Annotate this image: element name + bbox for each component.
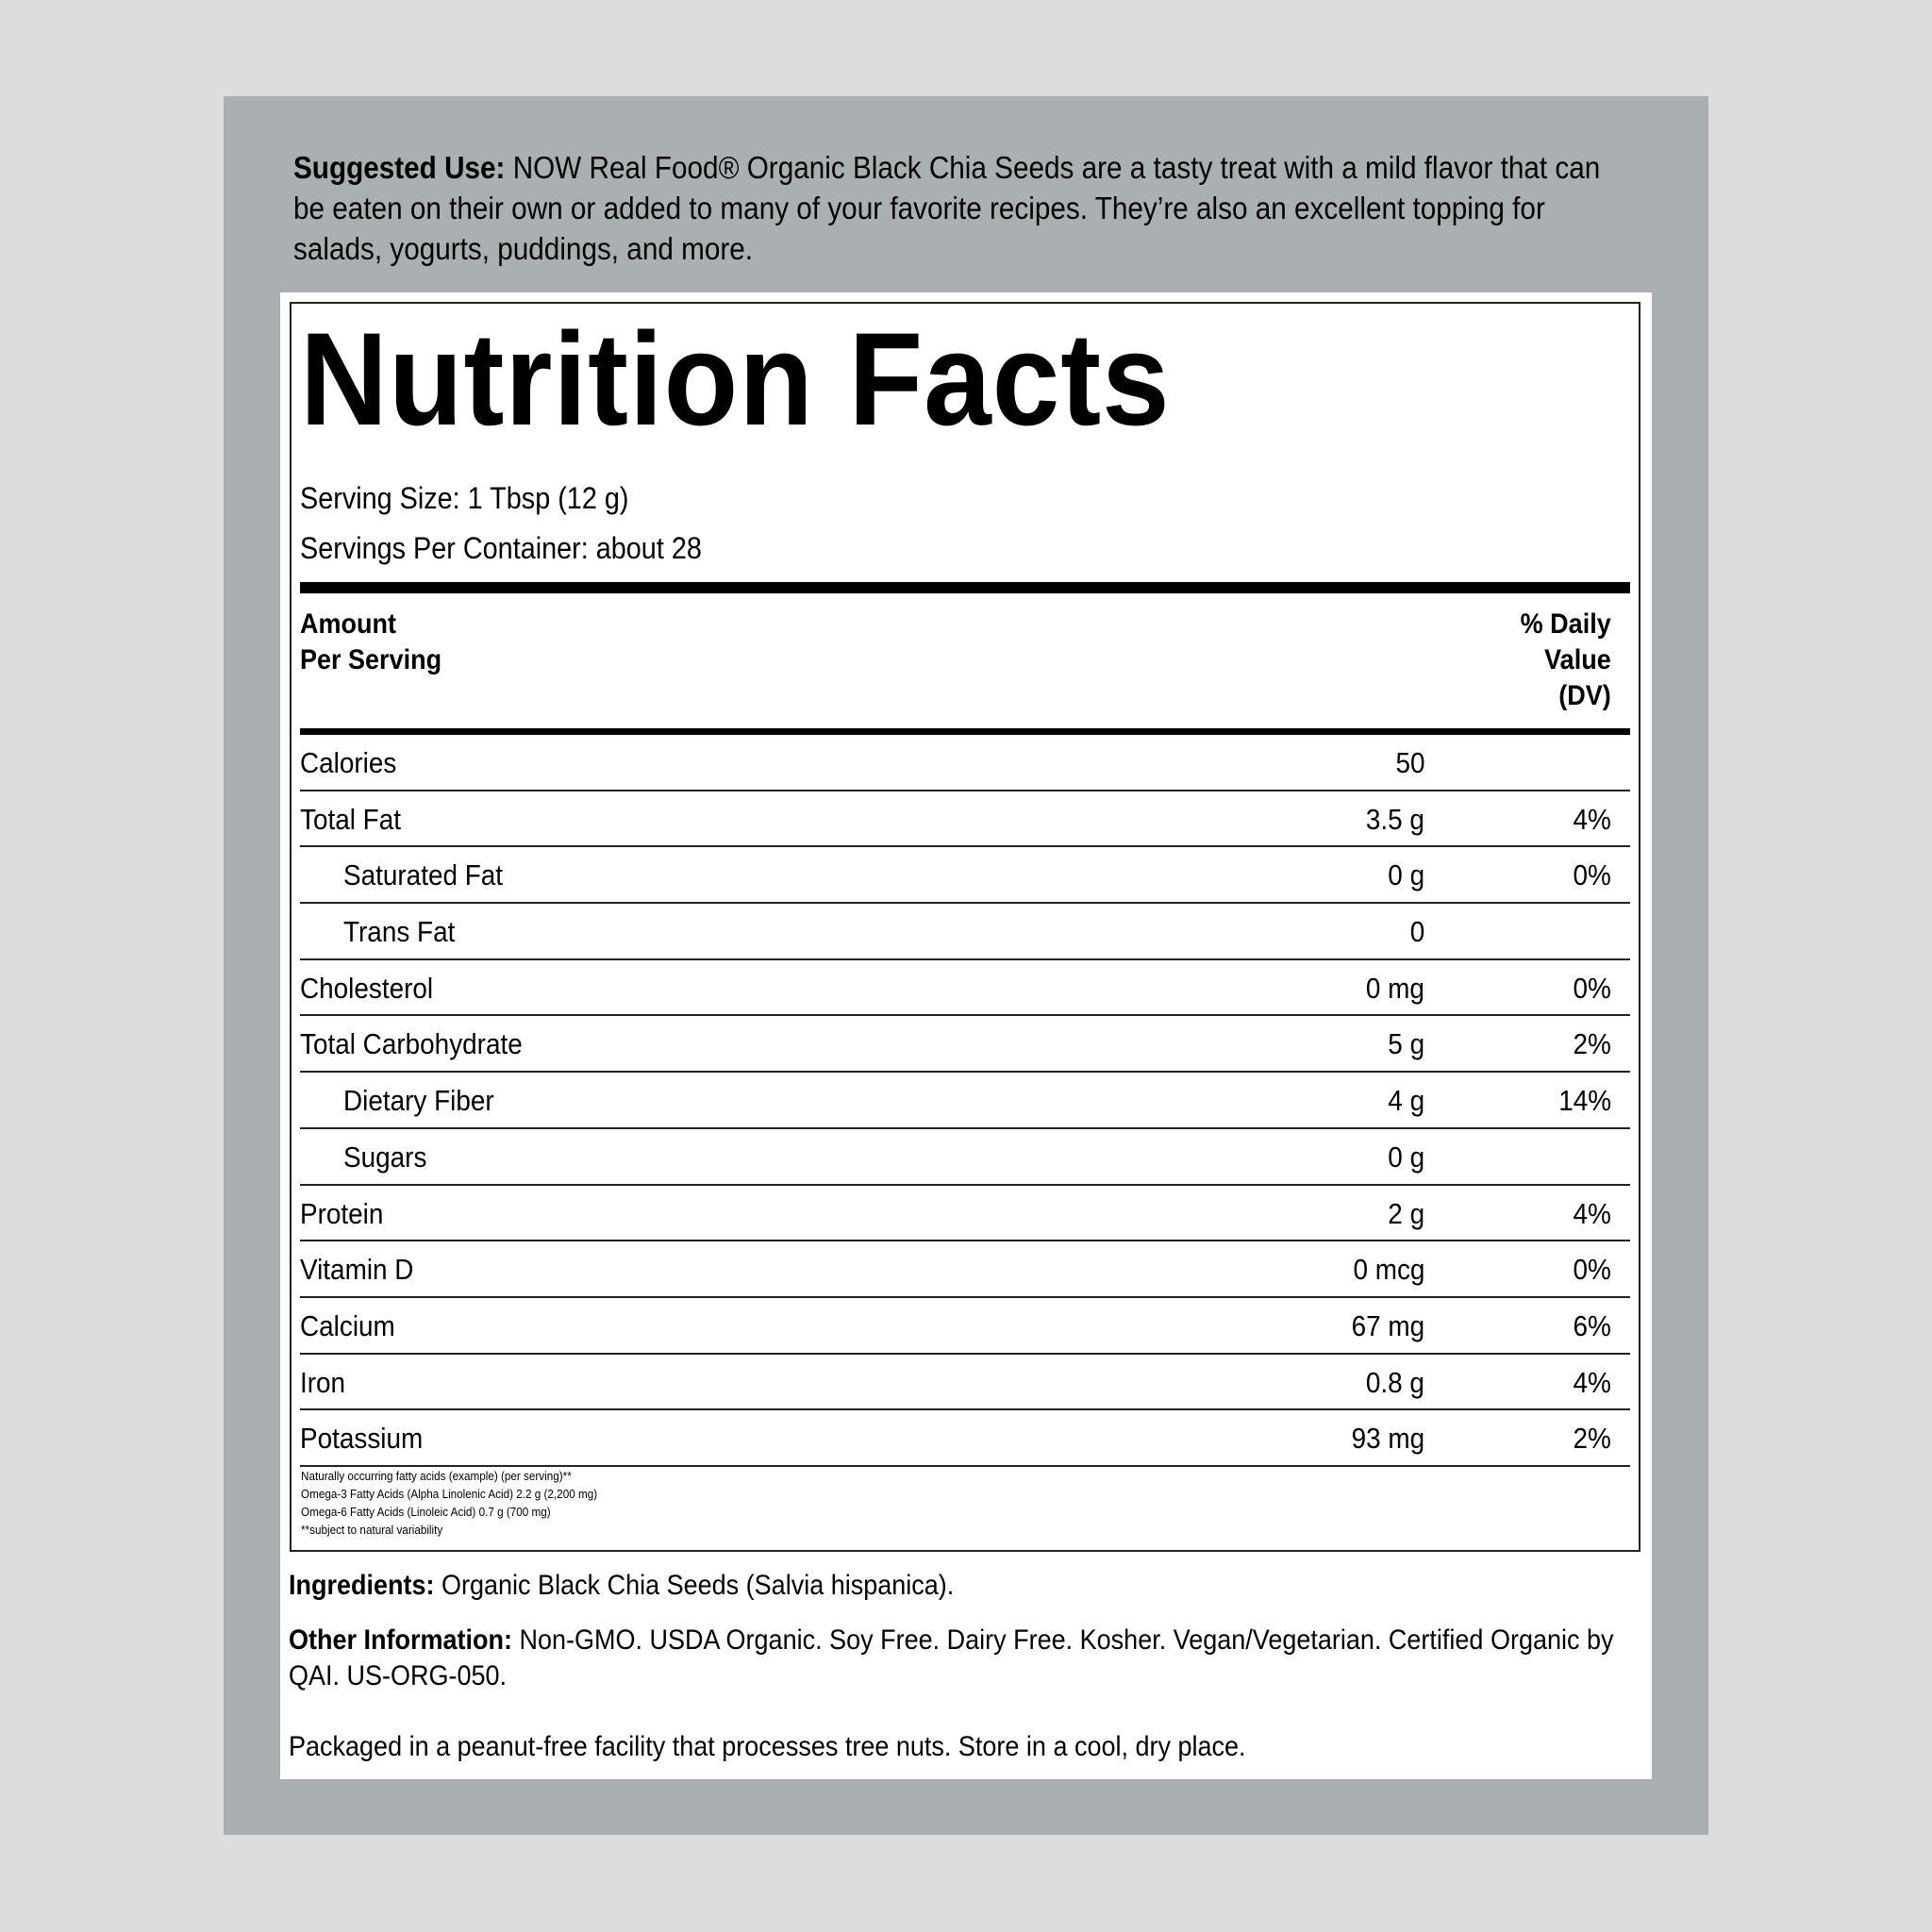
footnote-line: **subject to natural variability	[301, 1523, 443, 1537]
nutrient-dv: 4%	[1573, 1365, 1611, 1399]
nutrient-row	[300, 847, 1630, 904]
nutrient-row	[300, 735, 1630, 791]
dv-header-line1: % Daily	[1520, 608, 1611, 640]
nutrient-row	[300, 904, 1630, 960]
nutrient-amount: 3.5 g	[1365, 802, 1424, 836]
amount-header-line2: Per Serving	[300, 644, 442, 675]
nutrient-dv: 14%	[1558, 1084, 1611, 1118]
fatty-acid-footnotes	[301, 1467, 597, 1539]
nutrient-name: Trans Fat	[343, 915, 456, 949]
nutrient-row	[300, 960, 1630, 1017]
nutrient-name: Vitamin D	[300, 1253, 414, 1287]
nutrient-amount: 0 mcg	[1353, 1253, 1424, 1287]
nutrient-dv: 2%	[1573, 1027, 1611, 1061]
nutrient-amount: 0 mg	[1365, 971, 1424, 1005]
nutrient-dv: 4%	[1573, 802, 1611, 836]
nutrient-row	[300, 1129, 1630, 1186]
ingredients-label: Ingredients:	[289, 1570, 435, 1601]
nutrient-name: Total Fat	[300, 802, 402, 836]
dv-header-line2: Value	[1544, 644, 1611, 675]
nutrient-amount: 5 g	[1388, 1027, 1424, 1061]
nutrient-name: Calories	[300, 746, 397, 779]
ingredients-text: Organic Black Chia Seeds (Salvia hispanica).	[434, 1570, 955, 1601]
thick-divider-header	[300, 728, 1630, 735]
nutrient-dv: 4%	[1573, 1196, 1611, 1230]
nutrient-name: Potassium	[300, 1422, 424, 1456]
other-information-label: Other Information:	[289, 1624, 512, 1656]
nutrient-name: Dietary Fiber	[343, 1084, 494, 1118]
nutrient-dv: 0%	[1573, 971, 1611, 1005]
daily-value-header	[1521, 607, 1611, 714]
nutrient-name: Cholesterol	[300, 971, 434, 1005]
serving-size: Serving Size: 1 Tbsp (12 g)	[300, 481, 629, 515]
servings-per-container: Servings Per Container: about 28	[300, 531, 702, 565]
nutrient-amount: 0 g	[1388, 858, 1424, 892]
nutrient-amount: 93 mg	[1351, 1422, 1424, 1456]
nutrient-table	[300, 735, 1630, 1467]
nutrient-name: Calcium	[300, 1308, 395, 1342]
nutrient-row	[300, 1355, 1630, 1411]
nutrient-amount: 0 g	[1388, 1140, 1424, 1174]
nutrient-dv: 2%	[1573, 1422, 1611, 1456]
suggested-use	[293, 147, 1626, 269]
nutrient-name: Total Carbohydrate	[300, 1027, 523, 1061]
nutrient-name: Protein	[300, 1196, 384, 1230]
nutrition-facts-title: Nutrition Facts	[300, 305, 1171, 453]
ingredients	[289, 1568, 1647, 1604]
nutrient-row	[300, 1073, 1630, 1129]
footnote-line: Naturally occurring fatty acids (example) (per serving)**	[301, 1469, 572, 1483]
nutrient-amount: 0.8 g	[1365, 1365, 1424, 1399]
nutrient-amount: 4 g	[1388, 1084, 1424, 1118]
suggested-use-label: Suggested Use:	[293, 150, 506, 185]
nutrient-dv: 6%	[1573, 1308, 1611, 1342]
nutrient-row	[300, 1410, 1630, 1467]
nutrient-row	[300, 1016, 1630, 1073]
footnote-line: Omega-3 Fatty Acids (Alpha Linolenic Acid) 2.2 g (2,200 mg)	[301, 1487, 598, 1501]
nutrient-name: Sugars	[343, 1140, 427, 1174]
nutrient-row	[300, 1186, 1630, 1242]
storage-statement: Packaged in a peanut-free facility that processes tree nuts. Store in a cool, dry place.	[289, 1731, 1246, 1762]
nutrient-amount: 50	[1394, 746, 1424, 779]
amount-per-serving-header	[300, 607, 441, 678]
nutrient-row	[300, 791, 1630, 848]
footnote-line: Omega-6 Fatty Acids (Linoleic Acid) 0.7 g (700 mg)	[301, 1505, 551, 1519]
dv-header-line3: (DV)	[1558, 680, 1611, 711]
other-information-text: Non-GMO. USDA Organic. Soy Free. Dairy Free. Kosher. Vegan/Vegetarian. Certified Organic by QAI. US-ORG-050.	[289, 1624, 1614, 1691]
nutrient-dv: 0%	[1573, 858, 1611, 892]
nutrient-amount: 2 g	[1388, 1196, 1424, 1230]
nutrient-name: Saturated Fat	[343, 858, 504, 892]
other-information	[289, 1623, 1647, 1694]
nutrient-amount: 0	[1409, 915, 1424, 949]
nutrient-name: Iron	[300, 1365, 346, 1399]
thick-divider-top	[300, 582, 1630, 593]
nutrient-row	[300, 1241, 1630, 1298]
nutrient-amount: 67 mg	[1351, 1308, 1424, 1342]
amount-header-line1: Amount	[300, 608, 396, 640]
nutrient-row	[300, 1298, 1630, 1355]
suggested-use-text: NOW Real Food® Organic Black Chia Seeds are a tasty treat with a mild flavor that can be eaten on their own or added to many of your favorite recipes. They’re also an excellent topping for salads, yogurts, puddings, and more.	[293, 150, 1601, 266]
nutrient-dv: 0%	[1573, 1253, 1611, 1287]
